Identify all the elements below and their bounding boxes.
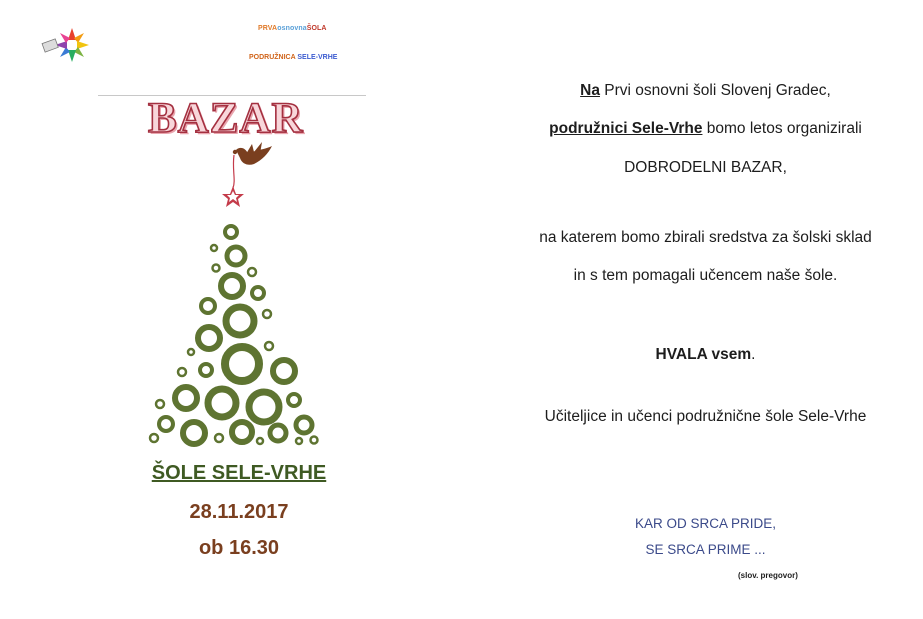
signature-line: Učiteljice in učenci podružnične šole Sele-Vrhe (544, 408, 867, 425)
thanks-line (478, 346, 923, 364)
school-name-part-3: ŠOLA (306, 25, 327, 32)
branch-name-part-1: PODRUŽNICA (249, 54, 296, 61)
school-name (258, 25, 327, 32)
letter-line-2-bold: podružnici Sele-Vrhe (549, 120, 703, 137)
branch-name (249, 54, 337, 61)
proverb-line-1: KAR OD SRCA PRIDE, (634, 516, 777, 531)
school-logo-icon (40, 26, 92, 64)
letter-line-1-bold: Na (580, 82, 600, 99)
proverb-line-2: SE SRCA PRIME ... (645, 542, 766, 557)
christmas-tree-icon (146, 220, 326, 450)
event-time: ob 16.30 (198, 537, 280, 559)
letter-line-4: na katerem bomo zbirali sredstva za šolski sklad (539, 229, 872, 246)
letter-line-3: DOBRODELNI BAZAR, (624, 159, 787, 176)
thanks-period: . (751, 346, 756, 363)
letter-line-5: in s tem pomagali učencem naše šole. (573, 267, 838, 284)
thanks-bold: HVALA vsem (655, 346, 752, 363)
letter-line-1 (478, 82, 923, 100)
event-date: 28.11.2017 (189, 501, 289, 523)
proverb-note: (slov. pregovor) (738, 571, 798, 580)
bird-ornament-icon (218, 140, 288, 216)
event-school: ŠOLE SELE-VRHE (151, 462, 327, 484)
bazar-title: BAZAR (148, 95, 304, 142)
school-name-part-2: osnovna (277, 25, 307, 32)
branch-name-part-2: SELE-VRHE (297, 54, 338, 61)
school-name-part-1: PRVA (258, 25, 278, 32)
letter-line-2 (478, 120, 923, 138)
letter-line-2-text: bomo letos organizirali (702, 120, 862, 137)
letter-line-1-text: Prvi osnovni šoli Slovenj Gradec, (599, 82, 831, 99)
